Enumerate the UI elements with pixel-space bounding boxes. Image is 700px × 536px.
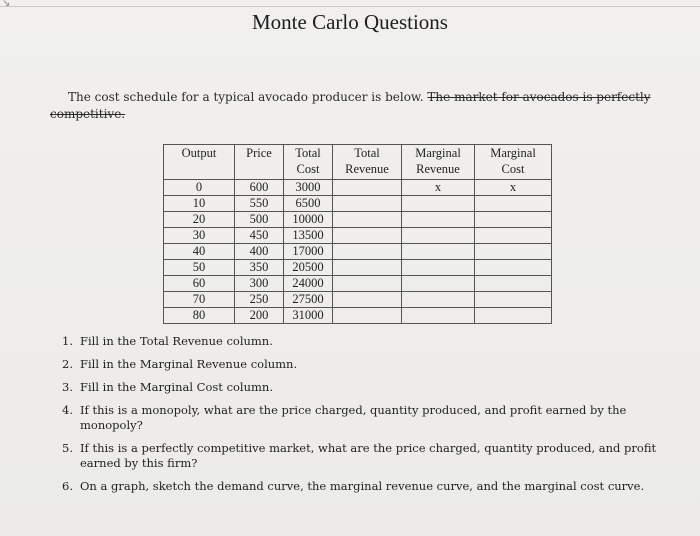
cell-output: 10 xyxy=(164,196,235,212)
cell-price: 500 xyxy=(235,212,284,228)
cell-total-cost: 17000 xyxy=(284,244,333,260)
question-item xyxy=(62,441,682,471)
intro-struck-text-1: The market for avocados is perfectly xyxy=(427,90,651,104)
cell-total-revenue xyxy=(333,260,402,276)
table-row xyxy=(164,196,552,212)
header-line: Price xyxy=(246,146,272,160)
header-line: Total xyxy=(354,146,380,160)
cell-price: 400 xyxy=(235,244,284,260)
header-marginal-cost xyxy=(475,145,552,180)
cost-schedule-table xyxy=(163,144,552,324)
cell-price: 600 xyxy=(235,180,284,196)
question-number: 5. xyxy=(62,441,73,455)
question-item xyxy=(62,357,682,372)
cell-output: 60 xyxy=(164,276,235,292)
cell-total-cost: 3000 xyxy=(284,180,333,196)
cell-total-revenue xyxy=(333,308,402,324)
cell-price: 550 xyxy=(235,196,284,212)
intro-text: The cost schedule for a typical avocado producer is below. xyxy=(68,90,424,104)
cell-output: 80 xyxy=(164,308,235,324)
table-row xyxy=(164,276,552,292)
cell-marginal-revenue xyxy=(402,308,475,324)
cell-total-cost: 20500 xyxy=(284,260,333,276)
header-line: Marginal xyxy=(415,146,461,160)
header-price xyxy=(235,145,284,180)
cell-price: 300 xyxy=(235,276,284,292)
cell-total-revenue xyxy=(333,276,402,292)
question-number: 2. xyxy=(62,357,73,371)
header-line: Cost xyxy=(296,162,320,176)
question-item xyxy=(62,403,682,433)
question-text: If this is a monopoly, what are the price charged, quantity produced, and profit earned by the monopoly? xyxy=(80,403,627,432)
header-line: Revenue xyxy=(416,162,460,176)
table-row xyxy=(164,260,552,276)
cell-marginal-revenue: x xyxy=(402,180,475,196)
question-number: 4. xyxy=(62,403,73,417)
cell-total-cost: 6500 xyxy=(284,196,333,212)
cell-price: 350 xyxy=(235,260,284,276)
corner-arrow-icon: ↘ xyxy=(2,0,11,9)
header-total-revenue xyxy=(333,145,402,180)
intro-struck-text-2: competitive. xyxy=(50,107,126,121)
cell-marginal-cost xyxy=(475,308,552,324)
cell-total-revenue xyxy=(333,180,402,196)
question-list xyxy=(62,334,682,502)
question-text: On a graph, sketch the demand curve, the marginal revenue curve, and the marginal cost curve. xyxy=(80,479,645,493)
cell-marginal-revenue xyxy=(402,292,475,308)
table-body xyxy=(164,180,552,324)
cell-marginal-cost xyxy=(475,244,552,260)
cell-marginal-cost: x xyxy=(475,180,552,196)
cell-marginal-revenue xyxy=(402,228,475,244)
header-line: Cost xyxy=(501,162,525,176)
cell-total-cost: 31000 xyxy=(284,308,333,324)
header-output xyxy=(164,145,235,180)
question-item xyxy=(62,479,682,494)
cell-output: 40 xyxy=(164,244,235,260)
question-number: 1. xyxy=(62,334,73,348)
cell-marginal-revenue xyxy=(402,212,475,228)
cell-price: 450 xyxy=(235,228,284,244)
cell-output: 70 xyxy=(164,292,235,308)
table-row xyxy=(164,180,552,196)
cell-output: 30 xyxy=(164,228,235,244)
cell-total-revenue xyxy=(333,196,402,212)
question-text: Fill in the Total Revenue column. xyxy=(80,334,273,348)
cell-output: 0 xyxy=(164,180,235,196)
top-border xyxy=(0,0,700,7)
cell-marginal-cost xyxy=(475,212,552,228)
table-row xyxy=(164,228,552,244)
header-marginal-revenue xyxy=(402,145,475,180)
cell-marginal-revenue xyxy=(402,260,475,276)
table-row xyxy=(164,244,552,260)
table-row xyxy=(164,292,552,308)
table-row xyxy=(164,212,552,228)
cell-price: 200 xyxy=(235,308,284,324)
question-text: Fill in the Marginal Revenue column. xyxy=(80,357,298,371)
page-title: Monte Carlo Questions xyxy=(252,10,448,34)
table-row xyxy=(164,308,552,324)
question-text: If this is a perfectly competitive market, what are the price charged, quantity produced, and profit earned by this firm? xyxy=(80,441,657,470)
cell-total-cost: 13500 xyxy=(284,228,333,244)
cell-marginal-revenue xyxy=(402,276,475,292)
cell-total-cost: 27500 xyxy=(284,292,333,308)
cell-marginal-revenue xyxy=(402,244,475,260)
question-item xyxy=(62,380,682,395)
cell-price: 250 xyxy=(235,292,284,308)
cell-total-cost: 10000 xyxy=(284,212,333,228)
cell-total-revenue xyxy=(333,212,402,228)
cell-output: 50 xyxy=(164,260,235,276)
cell-marginal-cost xyxy=(475,228,552,244)
question-number: 3. xyxy=(62,380,73,394)
cell-output: 20 xyxy=(164,212,235,228)
table-header-row xyxy=(164,145,552,180)
cell-marginal-cost xyxy=(475,292,552,308)
cell-marginal-cost xyxy=(475,260,552,276)
cell-marginal-revenue xyxy=(402,196,475,212)
header-line: Total xyxy=(295,146,321,160)
cell-marginal-cost xyxy=(475,196,552,212)
question-item xyxy=(62,334,682,349)
cell-total-revenue xyxy=(333,244,402,260)
cell-total-cost: 24000 xyxy=(284,276,333,292)
cell-total-revenue xyxy=(333,228,402,244)
cell-total-revenue xyxy=(333,292,402,308)
intro-paragraph xyxy=(50,89,690,123)
header-total-cost xyxy=(284,145,333,180)
question-number: 6. xyxy=(62,479,73,493)
header-line: Marginal xyxy=(490,146,536,160)
header-line: Output xyxy=(181,146,217,160)
cell-marginal-cost xyxy=(475,276,552,292)
header-line: Revenue xyxy=(345,162,389,176)
question-text: Fill in the Marginal Cost column. xyxy=(80,380,273,394)
